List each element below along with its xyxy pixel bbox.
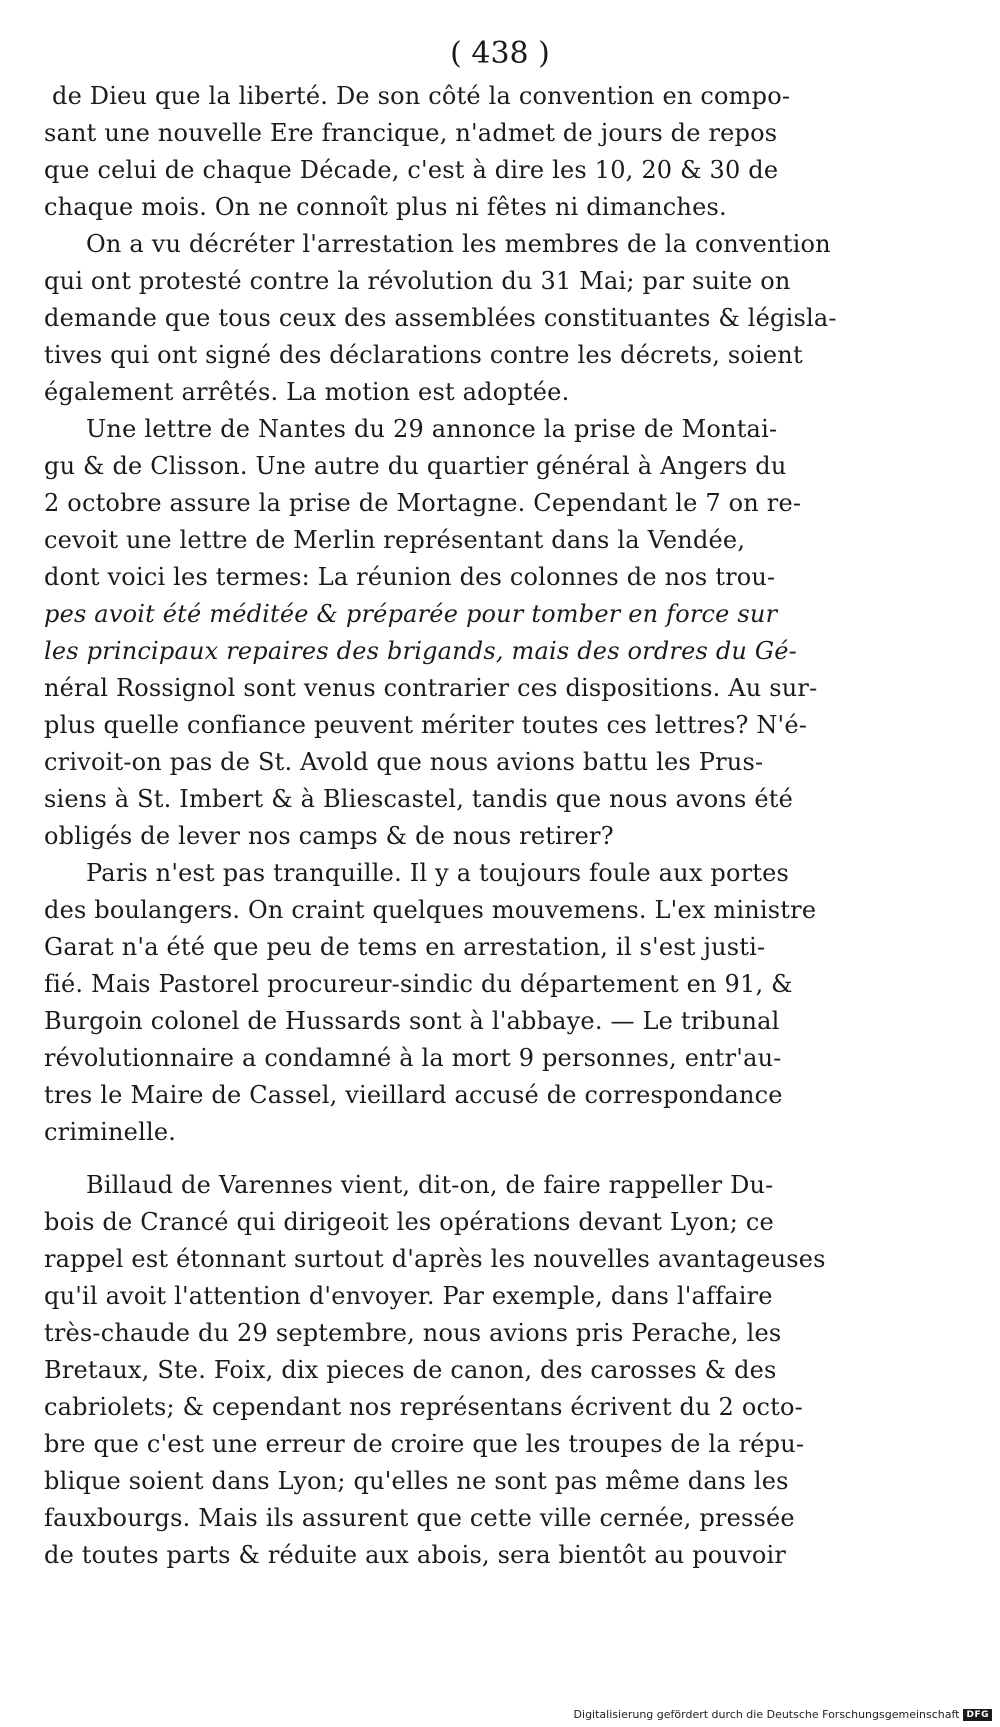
text-line: qui ont protesté contre la révolution du 31 Mai; par suite on — [44, 267, 791, 295]
text-line: Bretaux, Ste. Foix, dix pieces de canon, des carosses & des — [44, 1356, 777, 1384]
text-line: tres le Maire de Cassel, vieillard accusé de correspondance — [44, 1081, 783, 1109]
text-line: révolutionnaire a condamné à la mort 9 personnes, entr'au- — [44, 1044, 782, 1072]
text-line: tives qui ont signé des déclarations contre les décrets, soient — [44, 341, 803, 369]
text-line: crivoit-on pas de St. Avold que nous avions battu les Prus- — [44, 748, 764, 776]
text-line: siens à St. Imbert & à Bliescastel, tandis que nous avons été — [44, 785, 794, 813]
text-line: fauxbourgs. Mais ils assurent que cette ville cernée, pressée — [44, 1504, 795, 1532]
text-line: Billaud de Varennes vient, dit-on, de faire rappeller Du- — [86, 1171, 774, 1199]
text-line: Garat n'a été que peu de tems en arrestation, il s'est justi- — [44, 933, 766, 961]
text-line: Paris n'est pas tranquille. Il y a toujours foule aux portes — [86, 859, 790, 887]
text-line: qu'il avoit l'attention d'envoyer. Par exemple, dans l'affaire — [44, 1282, 773, 1310]
paragraph-gap — [44, 1151, 959, 1167]
text-line: plus quelle confiance peuvent mériter toutes ces lettres? N'é- — [44, 711, 808, 739]
text-line: de toutes parts & réduite aux abois, sera bientôt au pouvoir — [44, 1541, 787, 1569]
text-line: dont voici les termes: La réunion des colonnes de nos trou- — [44, 563, 776, 591]
text-line: blique soient dans Lyon; qu'elles ne sont pas même dans les — [44, 1467, 789, 1495]
digitization-credit — [574, 1708, 992, 1721]
text-line: gu & de Clisson. Une autre du quartier général à Angers du — [44, 452, 787, 480]
text-line: 2 octobre assure la prise de Mortagne. Cependant le 7 on re- — [44, 489, 802, 517]
text-line: de Dieu que la liberté. De son côté la convention en compo- — [52, 82, 791, 110]
text-line: que celui de chaque Décade, c'est à dire les 10, 20 & 30 de — [44, 156, 779, 184]
text-line: pes avoit été méditée & préparée pour tomber en force sur — [44, 600, 778, 628]
text-line: cabriolets; & cependant nos représentans écrivent du 2 octo- — [44, 1393, 803, 1421]
text-line: On a vu décréter l'arrestation les membres de la convention — [86, 230, 831, 258]
text-line: demande que tous ceux des assemblées constituantes & législa- — [44, 304, 837, 332]
text-line: néral Rossignol sont venus contrarier ces dispositions. Au sur- — [44, 674, 818, 702]
body-text — [44, 78, 959, 1574]
text-line: bre que c'est une erreur de croire que les troupes de la répu- — [44, 1430, 805, 1458]
text-line: fié. Mais Pastorel procureur-sindic du département en 91, & — [44, 970, 793, 998]
text-line: rappel est étonnant surtout d'après les nouvelles avantageuses — [44, 1245, 826, 1273]
text-line: obligés de lever nos camps & de nous retirer? — [44, 822, 614, 850]
text-line: cevoit une lettre de Merlin représentant dans la Vendée, — [44, 526, 746, 554]
text-line: également arrêtés. La motion est adoptée. — [44, 378, 570, 406]
credit-text: Digitalisierung gefördert durch die Deutsche Forschungsgemeinschaft — [573, 1708, 960, 1721]
text-line: Une lettre de Nantes du 29 annonce la prise de Montai- — [86, 415, 778, 443]
text-line: bois de Crancé qui dirigeoit les opérations devant Lyon; ce — [44, 1208, 774, 1236]
text-line: des boulangers. On craint quelques mouvemens. L'ex ministre — [44, 896, 817, 924]
text-line: sant une nouvelle Ere francique, n'admet de jours de repos — [44, 119, 778, 147]
text-line: Burgoin colonel de Hussards sont à l'abbaye. — Le tribunal — [44, 1007, 780, 1035]
dfg-logo: DFG — [963, 1709, 992, 1721]
page-number: ( 438 ) — [450, 36, 550, 71]
text-line: très-chaude du 29 septembre, nous avions pris Perache, les — [44, 1319, 782, 1347]
text-line: criminelle. — [44, 1118, 177, 1146]
text-line: les principaux repaires des brigands, mais des ordres du Gé- — [44, 637, 797, 665]
text-line: chaque mois. On ne connoît plus ni fêtes ni dimanches. — [44, 193, 727, 221]
